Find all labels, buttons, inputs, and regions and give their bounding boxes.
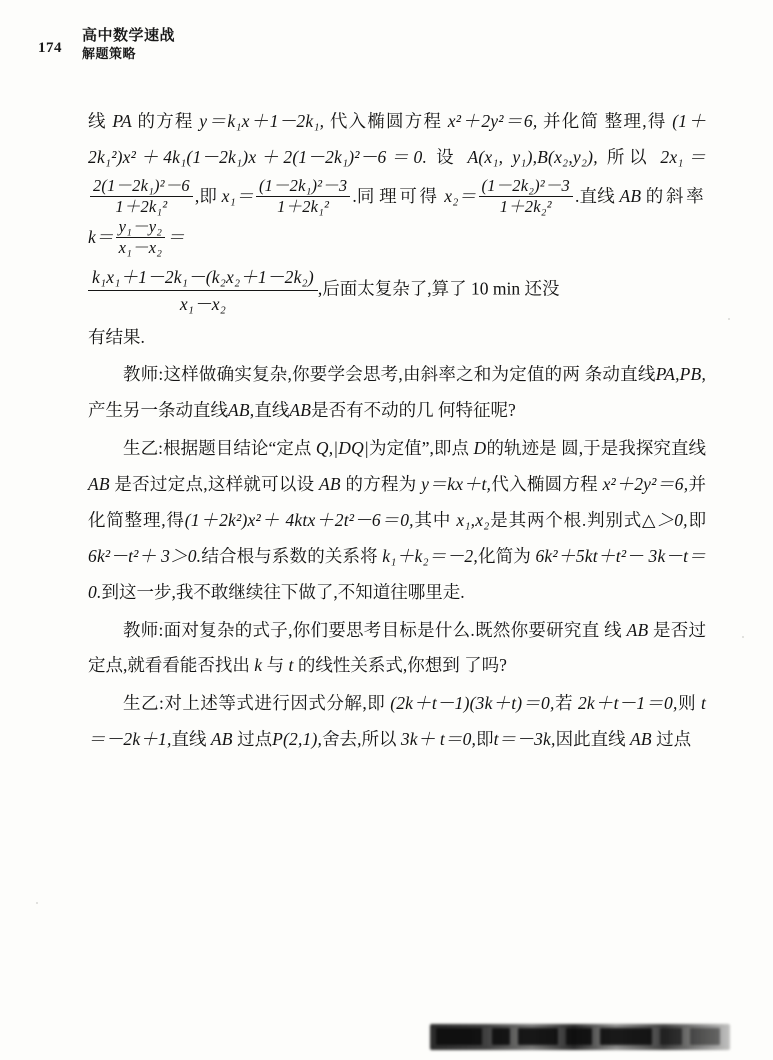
paragraph-teacher-1 (88, 357, 706, 429)
p5-math-a1: (2k＋t－1)(3k＋t)＝0, (390, 693, 555, 714)
p3-math-d4: 6k²－t²＋ (88, 545, 157, 566)
p3-text-b3: 的方程为 (345, 474, 417, 494)
p3-math-f1: 3k－t＝0. (88, 545, 707, 602)
p5-math-b2: t＝－2k＋1, (88, 693, 707, 750)
p3-math-e1: 3＞0. (161, 545, 202, 566)
p1-seg4: 并化简 (543, 111, 600, 131)
p4-text-b2: 是否过定点,就看看能否找出 (88, 619, 707, 676)
p3-speaker: 生乙: (123, 438, 163, 459)
p2-text-b4: 是否有不动的几 (311, 400, 434, 421)
p4-text-b4: 的线性关系式,你想到 (297, 655, 460, 676)
fraction-x1-denominator: 1＋2k₁² (256, 196, 350, 217)
page-header (38, 28, 735, 72)
fraction-x2-denominator: 1＋2k₂² (479, 196, 573, 217)
p3-math-c3: (1＋2k²)x²＋ (184, 509, 281, 530)
p2-text-b2: 产生另一条动直线 (88, 400, 228, 421)
p1-eq3: (1＋2k₁²)x²＋4k₁(1－2k₁)x＋2(1－2k₁)²－6＝0. (88, 111, 707, 167)
p2-text-b3: 直线 (254, 400, 290, 421)
fraction-x1 (256, 176, 350, 217)
p4-text-b1: 线 (604, 619, 622, 640)
p1-eq1: y＝k₁x＋1－2k₁, (199, 111, 325, 131)
p3-math-a2: D (473, 438, 487, 459)
p3-text-a1: 根据题目结论“定点 (163, 438, 312, 459)
p3-text-e2: 化简为 (477, 545, 531, 566)
p2-math-b2: AB, (228, 400, 255, 421)
p3-text-a3: 的轨迹是 (486, 438, 557, 459)
p2-math-b3: AB (289, 400, 312, 421)
scan-speckle (728, 318, 730, 320)
book-title-line1: 高中数学速战 (82, 28, 176, 44)
obscured-text-overlay (430, 1024, 730, 1050)
p5-math-c3: AB (629, 729, 652, 750)
fraction-2x1 (90, 176, 193, 217)
p3-math-b1: AB (88, 474, 110, 494)
fraction-slope-expanded-denominator: x₁－x₂ (88, 290, 318, 317)
p1-seg6: 设 (436, 146, 459, 167)
p3-text-b1: 圆,于是我探究直线 (561, 438, 707, 459)
paragraph-student-computation (88, 104, 706, 258)
p1-eq6: 2x₁＝ (660, 146, 707, 167)
p2-speaker: 教师: (123, 364, 164, 385)
p1-seg8: ,即 (194, 185, 218, 206)
p1-eq7: x₁＝ (221, 185, 254, 206)
p3-text-d2: 是其两个根.判别式 (489, 509, 643, 530)
p5-math-b1: 2k＋t－1＝0, (577, 693, 678, 714)
p5-speaker: 生乙: (123, 693, 164, 714)
scan-speckle (742, 636, 744, 638)
p5-math-b4: P(2,1), (272, 729, 323, 750)
p3-math-d3: △＞0, (642, 509, 688, 530)
p1-seg1: 线 (88, 111, 107, 131)
p3-math-d1: 4ktx＋2t²－6＝0, (285, 509, 414, 530)
p5-math-c1: t＝0, (439, 729, 477, 750)
p3-text-d3: 即 (687, 509, 707, 530)
fraction-x2 (479, 176, 573, 217)
fraction-slope-denominator: x₁－x₂ (116, 237, 165, 258)
p1-eq2: x²＋2y²＝6, (447, 111, 538, 131)
paragraph-teacher-2 (88, 613, 706, 685)
p3-text-f1: 到这一步,我不敢继续往下做了,不知道往哪里走. (101, 581, 465, 602)
p5-math-b3: AB (210, 729, 233, 750)
p4-text-a: 面对复杂的式子,你们要思考目标是什么.既然你要研究直 (163, 619, 600, 640)
p3-math-b2: AB (319, 474, 341, 494)
page-number: 174 (38, 40, 62, 56)
p1-seg5: 整理,得 (604, 111, 667, 131)
p3-math-d2: x₁,x₂ (456, 509, 490, 530)
p5-text-a2: 若 (554, 693, 574, 714)
p3-math-c2: x²＋2y²＝6, (602, 474, 689, 494)
p1-seg3: 代入椭圆方程 (329, 111, 443, 131)
p1-eq5: y₁),B(x₂,y₂), (512, 146, 598, 167)
fraction-slope-expanded-numerator: k₁x₁＋1－2k₁－(k₂x₂＋1－2k₂) (92, 267, 314, 287)
fraction-slope (116, 217, 165, 258)
p3-text-d1: 其中 (413, 509, 452, 530)
p4-math-b3: t (288, 655, 294, 676)
scan-speckle (36, 902, 38, 904)
p2-text-b1: 条动直线 (584, 364, 656, 385)
p1-eq9: k＝ (88, 226, 114, 247)
p1-seg2: 的方程 (137, 111, 194, 131)
p2-math-b1: PA,PB, (655, 364, 707, 385)
p3-text-c1: 代入椭圆方程 (491, 474, 598, 494)
p3-math-c1: y＝kx＋t, (421, 474, 492, 494)
p1-eq8: x₂＝ (444, 185, 477, 206)
book-title (82, 28, 175, 61)
p1-var-PA: PA (112, 111, 132, 131)
fraction-slope-expanded (88, 264, 318, 318)
p1-seg11: .直线 (574, 185, 615, 206)
paragraph-no-result (88, 320, 706, 356)
p3-math-e2: k₁＋k₂＝－2, (382, 545, 478, 566)
p5-text-b3: 过点 (237, 729, 273, 750)
p1-seg10: 理可得 (379, 185, 440, 206)
p1-eq4: A(x₁, (467, 146, 504, 167)
p3-text-c2: 并化简整理,得 (88, 474, 707, 530)
p5-text-b4: 舍去,所以 (322, 729, 397, 750)
fraction-slope-numerator: y₁－y₂ (118, 216, 163, 236)
p1-seg9: .同 (352, 185, 375, 206)
p4-text-c: 了吗? (464, 655, 507, 676)
p1-seg13: ＝ (167, 226, 185, 247)
p5-text-b2: 直线 (171, 729, 207, 750)
p5-math-c2: t＝－3k, (493, 729, 556, 750)
p5-math-b5: 3k＋ (400, 729, 436, 750)
fraction-x2-numerator: (1－2k₂)²－3 (481, 175, 570, 195)
fraction-x1-numerator: (1－2k₁)²－3 (258, 175, 348, 195)
paragraph-student-b-1 (88, 431, 706, 610)
p2-text-a: 这样做确实复杂,你要学会思考,由斜率之和为定值的两 (163, 364, 581, 385)
p2-text-c: 何特征呢? (438, 400, 516, 421)
page-body (88, 104, 706, 760)
p5-text-c3: 过点 (656, 729, 692, 750)
fraction-2x1-denominator: 1＋2k₁² (90, 196, 193, 217)
p3-math-e3: 6k²＋5kt＋t²－ (535, 545, 644, 566)
p5-text-c2: 因此直线 (555, 729, 626, 750)
p1-seg15: 有结果. (88, 326, 145, 347)
p3-text-e1: 结合根与系数的关系将 (201, 545, 378, 566)
p4-math-b1: AB (626, 619, 649, 640)
p4-math-b2: k (254, 655, 263, 676)
p1-seg7: 所以 (606, 146, 652, 167)
p3-math-a1: Q,|DQ| (315, 438, 369, 459)
p1-seg14: ,后面太复杂了,算了 10 min 还没 (317, 278, 560, 299)
p5-text-a1: 对上述等式进行因式分解,即 (163, 693, 386, 714)
p4-speaker: 教师: (123, 619, 164, 640)
fraction-2x1-numerator: 2(1－2k₁)²－6 (93, 175, 190, 195)
p1-seg12: 的斜率 (645, 185, 707, 206)
paragraph-student-b-2 (88, 686, 706, 758)
p4-text-b3: 与 (266, 655, 285, 676)
p5-text-b1: 则 (677, 693, 697, 714)
p5-text-c1: 即 (476, 729, 494, 750)
p3-text-a2: 为定值”,即点 (368, 438, 470, 459)
p3-text-b2: 是否过定点,这样就可以设 (114, 474, 315, 494)
p1-var-AB: AB (619, 185, 642, 206)
book-title-line2: 解题策略 (82, 45, 137, 61)
display-fraction-slope-expanded (88, 264, 706, 318)
